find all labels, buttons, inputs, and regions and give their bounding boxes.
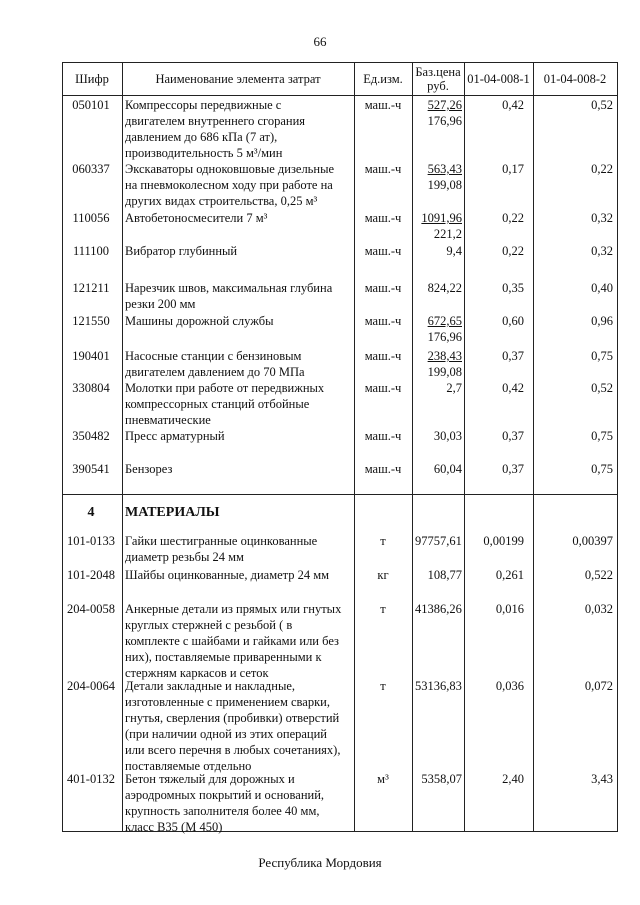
row-price [415,601,465,617]
row-value-col2: 3,43 [591,772,613,786]
row-value-col1: 2,40 [502,772,524,786]
name-line: комплекте с шайбами и гайками или без [125,634,339,648]
name-line: Пресс арматурный [125,429,225,443]
row-value-col2: 0,75 [591,429,613,443]
row-price [412,348,462,380]
name-line: диаметр резьбы 24 мм [125,550,244,564]
column-border [62,62,63,832]
row-unit: маш.-ч [364,462,402,476]
name-line: двигателем внутреннего сгорания [125,114,306,128]
row-unit: маш.-ч [364,314,402,328]
name-line: стержням каркасов и сеток [125,666,269,680]
row-value-col2: 0,032 [584,602,613,616]
row-price [412,428,462,444]
row-value-col2: 0,75 [591,462,613,476]
name-line: резки 200 мм [125,297,196,311]
row-name [125,771,353,835]
row-value-col1: 0,37 [502,462,524,476]
row-unit: маш.-ч [364,244,402,258]
price-sub-value: 199,08 [427,365,462,379]
name-line: Вибратор глубинный [125,244,238,258]
row-unit: т [380,679,386,693]
row-name [125,505,353,521]
row-name [125,243,353,259]
row-value-col2: 0,52 [591,98,613,112]
price-value: 672,65 [427,314,462,328]
header-col2: 01-04-008-2 [543,71,607,86]
name-line: Детали закладные и накладные, [125,679,296,693]
row-value-col1: 0,60 [502,314,524,328]
row-code: 110056 [72,211,110,225]
row-name [125,280,353,312]
name-line: на пневмоколесном ходу при работе на [125,178,333,192]
page-number: 66 [313,34,327,49]
price-sub-value: 199,08 [427,178,462,192]
name-line: них), поставляемые приваренными к [125,650,322,664]
row-code: 350482 [72,429,110,443]
header-name: Наименование элемента затрат [155,71,321,86]
row-code: 060337 [72,162,110,176]
row-price [412,97,462,129]
name-line: Автобетоносмесители 7 м³ [125,211,268,225]
row-price [412,380,462,396]
row-code: 121211 [72,281,110,295]
row-value-col2: 0,52 [591,381,613,395]
row-value-col1: 0,42 [502,381,524,395]
row-price [412,771,462,787]
row-unit: маш.-ч [364,429,402,443]
header-unit: Ед.изм. [363,71,403,86]
price-value: 97757,61 [415,534,462,548]
row-unit: маш.-ч [364,281,402,295]
header-price-line1: Баз.цена [415,64,461,79]
price-sub-value: 221,2 [433,227,462,241]
name-line: Шайбы оцинкованные, диаметр 24 мм [125,568,330,582]
name-line: Бетон тяжелый для дорожных и [125,772,295,786]
row-unit: маш.-ч [364,349,402,363]
price-value: 30,03 [433,429,462,443]
name-line: или всего перечня в любых сочетаниях), [125,743,341,757]
name-line: Молотки при работе от передвижных [125,381,325,395]
row-value-col1: 0,00199 [483,534,524,548]
row-unit: кг [377,568,389,582]
column-border [533,62,534,832]
row-code: 390541 [72,462,110,476]
name-line: давлением до 686 кПа (7 ат), [125,130,278,144]
header-col1: 01-04-008-1 [467,71,530,86]
price-value: 5358,07 [421,772,462,786]
name-line: Гайки шестигранные оцинкованные [125,534,318,548]
price-value: 563,43 [427,162,462,176]
row-value-col2: 0,32 [591,244,613,258]
row-value-col2: 0,40 [591,281,613,295]
row-value-col1: 0,17 [502,162,524,176]
row-unit: маш.-ч [364,381,402,395]
row-value-col1: 0,016 [495,602,524,616]
row-unit: маш.-ч [364,162,402,176]
name-line: Машины дорожной службы [125,314,274,328]
name-line: Бензорез [125,462,173,476]
row-code: 4 [87,505,95,520]
row-value-col2: 0,75 [591,349,613,363]
price-value: 108,77 [427,568,462,582]
name-line: аэродромных покрытий и оснований, [125,788,325,802]
price-value: 53136,83 [415,679,462,693]
row-name [125,461,353,477]
name-line: пневматические [125,413,211,427]
row-unit: маш.-ч [364,211,402,225]
row-value-col2: 0,072 [584,679,613,693]
name-line: МАТЕРИАЛЫ [125,505,220,520]
row-price [412,313,462,345]
name-line: (при наличии одной из этих операций [125,727,327,741]
row-price [415,533,465,549]
name-line: гнутья, сверления (пробивки) отверстий [125,711,340,725]
row-value-col2: 0,00397 [572,534,613,548]
row-price [412,243,462,259]
price-value: 60,04 [433,462,462,476]
row-unit: м³ [377,772,389,786]
page-footer: Республика Мордовия [258,855,382,870]
name-line: крупность заполнителя более 40 мм, [125,804,320,818]
row-unit: т [380,602,386,616]
price-sub-value: 176,96 [427,330,462,344]
row-code: 121550 [72,314,110,328]
column-border [617,62,618,832]
row-price [412,567,462,583]
row-name [125,210,353,226]
column-border [354,62,355,832]
row-value-col1: 0,37 [502,429,524,443]
row-name [125,428,353,444]
row-name [125,678,353,774]
row-price [412,210,462,242]
row-name [125,380,353,428]
name-line: Нарезчик швов, максимальная глубина [125,281,333,295]
row-price [415,678,465,694]
row-unit: т [380,534,386,548]
name-line: Анкерные детали из прямых или гнутых [125,602,342,616]
price-value: 41386,26 [415,602,462,616]
header-bottom-border [62,95,618,96]
row-name [125,313,353,329]
row-value-col1: 0,036 [495,679,524,693]
price-value: 824,22 [427,281,462,295]
name-line: класс В35 (М 450) [125,820,223,834]
price-value: 1091,96 [421,211,462,225]
row-name [125,161,353,209]
row-value-col1: 0,261 [495,568,524,582]
row-price [412,280,462,296]
row-price [412,461,462,477]
row-code: 111100 [72,244,110,258]
price-value: 238,43 [427,349,462,363]
row-price [412,161,462,193]
row-value-col1: 0,22 [502,244,524,258]
name-line: Компрессоры передвижные с [125,98,282,112]
row-code: 101-2048 [67,568,115,582]
name-line: изготовленные с применением сварки, [125,695,330,709]
row-name [125,601,353,681]
row-value-col1: 0,42 [502,98,524,112]
name-line: Насосные станции с бензиновым [125,349,302,363]
row-value-col1: 0,37 [502,349,524,363]
row-name [125,348,353,380]
row-code: 204-0064 [67,679,115,693]
column-border [464,62,465,832]
price-value: 527,26 [427,98,462,112]
name-line: компрессорных станций отбойные [125,397,310,411]
price-value: 2,7 [446,381,462,395]
row-value-col1: 0,22 [502,211,524,225]
row-code: 050101 [72,98,110,112]
row-name [125,97,353,161]
price-value: 9,4 [446,244,462,258]
row-value-col2: 0,22 [591,162,613,176]
name-line: двигателем давлением до 70 МПа [125,365,305,379]
row-code: 101-0133 [67,534,115,548]
row-unit: маш.-ч [364,98,402,112]
row-name [125,567,353,583]
column-border [122,62,123,832]
row-code: 401-0132 [67,772,115,786]
name-line: производительность 5 м³/мин [125,146,283,160]
row-code: 330804 [72,381,110,395]
header-code: Шифр [75,71,109,86]
name-line: Экскаваторы одноковшовые дизельные [125,162,335,176]
row-value-col2: 0,96 [591,314,613,328]
row-name [125,533,353,565]
name-line: других видах строительства, 0,25 м³ [125,194,318,208]
name-line: поставляемые отдельно [125,759,252,773]
header-price [412,62,464,95]
price-sub-value: 176,96 [427,114,462,128]
name-line: круглых стержней с резьбой ( в [125,618,293,632]
row-value-col1: 0,35 [502,281,524,295]
row-code: 204-0058 [67,602,115,616]
section-divider [62,494,618,495]
header-price-line2: руб. [427,78,449,93]
row-code: 190401 [72,349,110,363]
row-value-col2: 0,32 [591,211,613,225]
row-value-col2: 0,522 [584,568,613,582]
